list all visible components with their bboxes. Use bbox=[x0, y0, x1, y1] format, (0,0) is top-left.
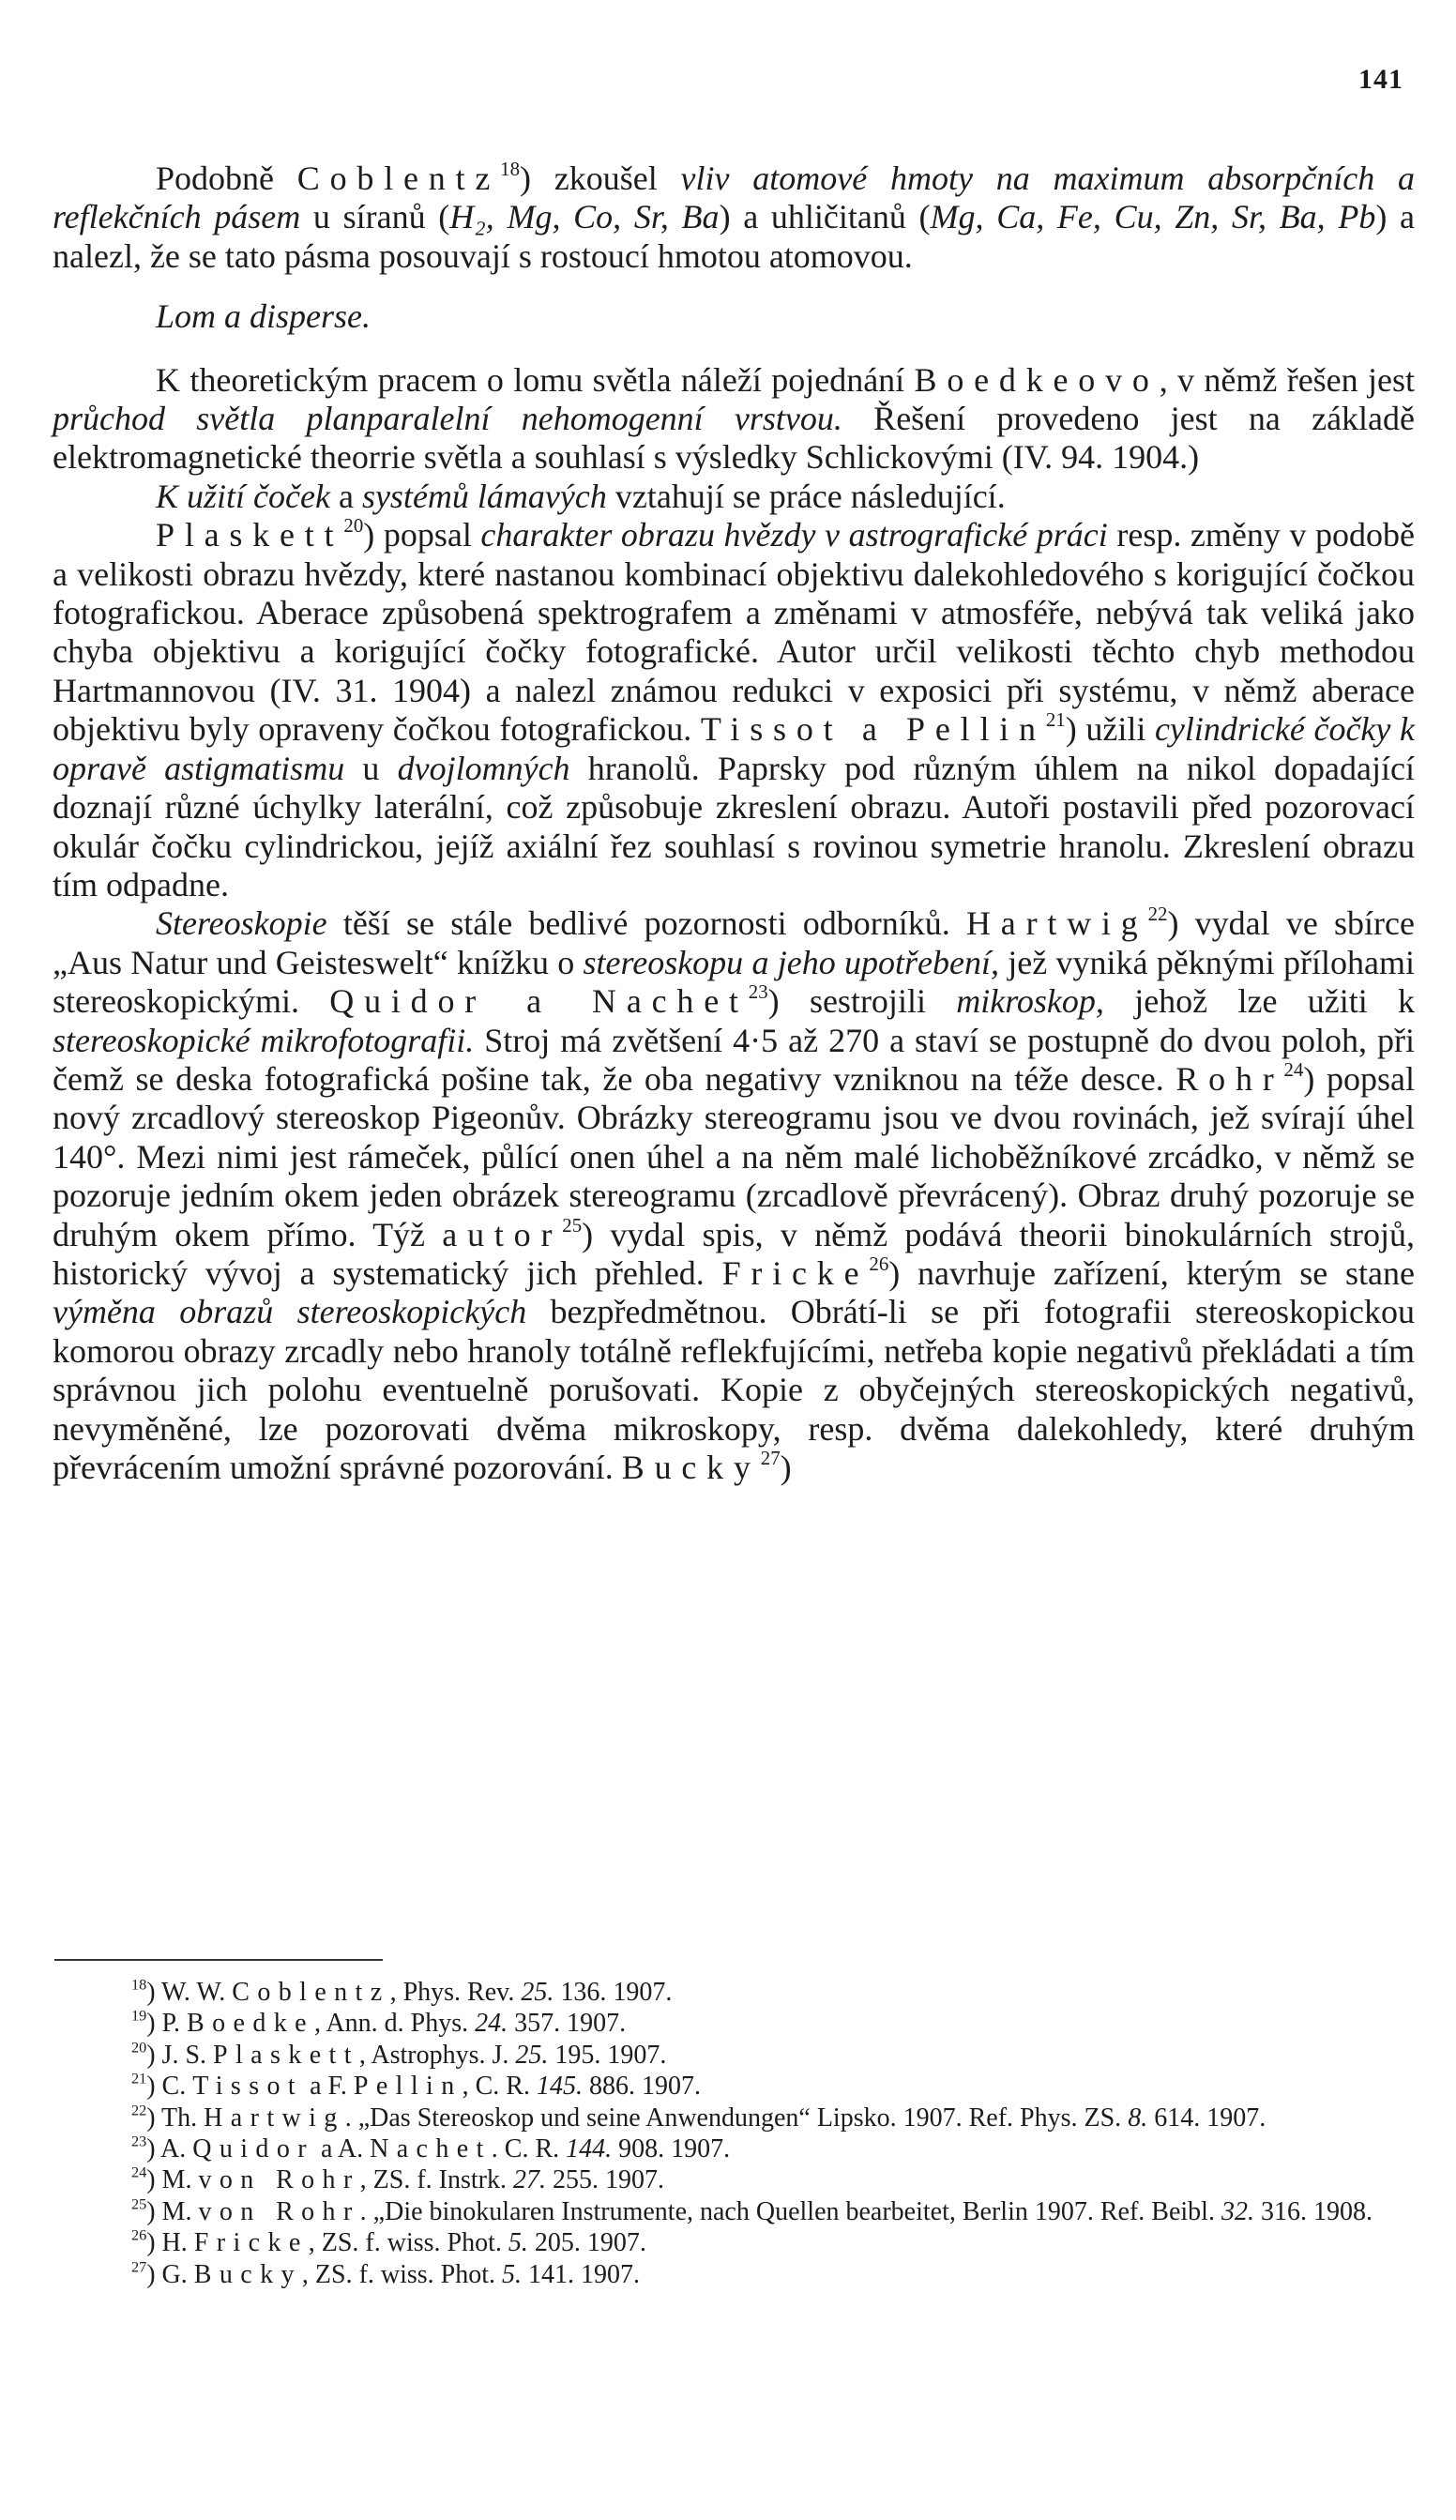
text-run: u síranů ( bbox=[300, 198, 450, 236]
text-run: , ZS. f. wiss. Phot. bbox=[308, 2228, 508, 2258]
italic-text: Stereoskopie bbox=[156, 904, 327, 943]
footnote bbox=[53, 2040, 1415, 2071]
text-run: ) popsal bbox=[363, 516, 481, 554]
footnote-number: 20 bbox=[131, 2039, 147, 2057]
text-run: ) Th. bbox=[146, 2103, 205, 2133]
author-name: Bucky bbox=[621, 1449, 761, 1486]
text-run: , Phys. Rev. bbox=[389, 1978, 522, 2007]
text-run: a F. bbox=[303, 2072, 354, 2102]
footnote-number: 19 bbox=[131, 2007, 147, 2025]
text-run: , Astrophys. J. bbox=[358, 2040, 516, 2070]
text-run: Podobně bbox=[156, 159, 297, 197]
text-run: 614. 1907. bbox=[1147, 2103, 1266, 2133]
author-name: Fricke bbox=[193, 2228, 309, 2258]
footnote bbox=[53, 2133, 1415, 2164]
footnote-number: 25 bbox=[131, 2195, 147, 2213]
footnote-number: 23 bbox=[131, 2133, 147, 2150]
author-name: Tissot bbox=[192, 2072, 304, 2102]
italic-text: stereoskopu a jeho upotřebení, bbox=[583, 943, 999, 981]
text-run: , v němž řešen jest bbox=[1159, 360, 1416, 399]
text-run: . C. R. bbox=[491, 2134, 567, 2164]
footnote-ref: 24 bbox=[1283, 1057, 1304, 1081]
text-run: 255. 1907. bbox=[546, 2165, 664, 2195]
footnote bbox=[53, 2227, 1415, 2258]
text-run: ) užili bbox=[1065, 710, 1155, 749]
paragraph-coblentz bbox=[53, 159, 1415, 276]
text-run: a bbox=[329, 477, 362, 515]
italic-text: charakter obrazu hvězdy v astrografické práci bbox=[480, 516, 1108, 554]
text-run: ) P. bbox=[146, 2009, 188, 2039]
text-run: ) navrhuje zařízení, kterým se stane bbox=[888, 1253, 1415, 1292]
text-run: jež vyniká pěknými přílohami stereoskopickými. bbox=[53, 943, 1415, 1021]
text-run: ) a nalezl, že se tato pásma posouvají s rostoucí hmotou atomovou. bbox=[53, 198, 1416, 275]
italic-text: průchod světla planparalelní nehomogenní vrstvou. bbox=[53, 400, 842, 438]
footnote bbox=[53, 2008, 1415, 2039]
footnote-ref: 21 bbox=[1045, 708, 1066, 732]
italic-text: vliv atomové hmoty na maximum absorpčních a reflekčních pásem bbox=[53, 159, 1415, 236]
paragraph-stereoskopie bbox=[53, 904, 1415, 1487]
text-run: , ZS. f. wiss. Phot. bbox=[301, 2259, 503, 2289]
text-run: ) G. bbox=[146, 2259, 194, 2289]
text-run: ) A. bbox=[146, 2134, 193, 2164]
footnote-ref: 25 bbox=[562, 1213, 583, 1237]
text-run: K theoretickým pracem o lomu světla náleží pojednání bbox=[156, 360, 915, 399]
text-run: 136. 1907. bbox=[554, 1978, 673, 2007]
footnote bbox=[53, 2196, 1415, 2227]
text-run: ) bbox=[780, 1449, 792, 1486]
section-heading: Lom a disperse. bbox=[156, 297, 372, 336]
footnote bbox=[53, 2071, 1415, 2102]
text-run: 886. 1907. bbox=[582, 2072, 701, 2102]
italic-text: výměna obrazů stereoskopických bbox=[53, 1293, 527, 1331]
footnotes bbox=[53, 1977, 1415, 2290]
text-run: , Ann. d. Phys. bbox=[313, 2009, 476, 2039]
text-run: ) vydal ve sbírce „Aus Natur und Geisteswelt“ knížku o bbox=[53, 904, 1415, 981]
italic-text: cylindrické čočky k opravě astigmatismu bbox=[53, 710, 1415, 787]
author-name: Pellin bbox=[353, 2072, 463, 2102]
volume-number: 32. bbox=[1221, 2196, 1254, 2226]
author-name: autor bbox=[442, 1215, 563, 1253]
text-run: 357. 1907. bbox=[508, 2009, 627, 2039]
footnote-divider bbox=[54, 1959, 383, 1961]
text-run: 141. 1907. bbox=[522, 2259, 641, 2289]
author-name: Fricke bbox=[721, 1253, 870, 1292]
body-text bbox=[53, 159, 1415, 1487]
paragraph-boedke bbox=[53, 361, 1415, 478]
italic-text: K užití čoček bbox=[156, 477, 330, 515]
author-name: Quidor bbox=[192, 2134, 314, 2164]
footnote-number: 26 bbox=[131, 2226, 147, 2244]
author-name: Rohr bbox=[1175, 1059, 1284, 1098]
text-run: ) H. bbox=[146, 2228, 194, 2258]
text-run: bezpředmětnou. Obrátí-li se při fotografii stereoskopickou komorou obrazy zrcadly nebo hranoly totálně reflekfujícími, netřeba kopie negativů překládati a tím správnou jich polohu eventuelně porušovati. Kopie z obyčejných stereoskopických negativů, nevyměněné, lze pozorovati dvěma mikroskopy, resp. dvěma dalekohledy, které druhým převrácením umožní správné pozorování. bbox=[53, 1293, 1415, 1486]
footnote-number: 21 bbox=[131, 2070, 147, 2087]
footnote bbox=[53, 1977, 1415, 2008]
footnote-ref: 20 bbox=[343, 514, 364, 538]
text-run: těší se stále bedlivé pozornosti odborníků. bbox=[326, 904, 966, 943]
text-run: Stroj má zvětšení 4·5 až 270 a staví se postupně do dvou poloh, při čemž se deska fotografická pošine tak, že oba negativy vzniknou na téže desce. bbox=[53, 1021, 1415, 1098]
italic-text: H₂, Mg, Co, Sr, Ba bbox=[449, 198, 720, 236]
text-run: , ZS. f. Instrk. bbox=[359, 2165, 513, 2195]
text-run: 316. 1908. bbox=[1253, 2196, 1373, 2226]
volume-number: 24. bbox=[475, 2009, 508, 2039]
text-run: u bbox=[344, 749, 398, 787]
footnote bbox=[53, 2164, 1415, 2195]
text-run: ) zkoušel bbox=[520, 159, 681, 197]
footnote-ref: 27 bbox=[760, 1446, 781, 1469]
text-run: a A. bbox=[313, 2134, 371, 2164]
text-run: hranolů. Paprsky pod různým úhlem na nikol dopadající doznají různé úchylky laterální, což způsobuje zkreslení obrazu. Autoři postavili před pozorovací okulár čočku cylindrickou, jejíž axiální řez souhlasí s rovinou symetrie hranolu. Zkreslení obrazu tím odpadne. bbox=[53, 749, 1416, 903]
text-run: ) a uhličitanů ( bbox=[719, 198, 931, 236]
volume-number: 8. bbox=[1128, 2103, 1148, 2133]
text-run: 205. 1907. bbox=[527, 2228, 646, 2258]
text-run: ) vydal spis, v němž podává theorii binokulárních strojů, historický vývoj a systematický jich přehled. bbox=[53, 1215, 1415, 1292]
page-number: 141 bbox=[1358, 64, 1403, 95]
author-name: Tissot a Pellin bbox=[700, 710, 1046, 749]
author-name: Quidor a Nachet bbox=[329, 982, 749, 1021]
author-name: Hartwig bbox=[966, 904, 1148, 943]
text-run: ) W. W. bbox=[146, 1978, 233, 2007]
author-name: von Rohr bbox=[198, 2165, 360, 2195]
italic-text: Mg, Ca, Fe, Cu, Zn, Sr, Ba, Pb bbox=[930, 198, 1376, 236]
paragraph-plaskett bbox=[53, 516, 1415, 904]
volume-number: 5. bbox=[508, 2228, 528, 2258]
text-run: , C. R. bbox=[462, 2072, 537, 2102]
text-run: 908. 1907. bbox=[612, 2134, 731, 2164]
text-run: ) M. bbox=[146, 2196, 199, 2226]
footnote bbox=[53, 2259, 1415, 2290]
text-run: jehož lze užiti k bbox=[1103, 982, 1416, 1021]
author-name: Bucky bbox=[193, 2259, 302, 2289]
footnote-number: 22 bbox=[131, 2101, 147, 2118]
author-name: Coblentz bbox=[296, 159, 501, 197]
text-run: ) M. bbox=[146, 2165, 199, 2195]
text-run: 195. 1907. bbox=[548, 2040, 667, 2070]
footnote-ref: 18 bbox=[500, 157, 521, 180]
volume-number: 27. bbox=[513, 2165, 546, 2195]
italic-text: systémů lámavých bbox=[361, 477, 607, 515]
author-name: Boedke bbox=[187, 2009, 314, 2039]
author-name: Hartwig bbox=[204, 2103, 345, 2133]
author-name: Boedkeovo bbox=[914, 360, 1160, 399]
paragraph-lenses bbox=[53, 478, 1415, 516]
text-run: ) sestrojili bbox=[767, 982, 957, 1021]
text-run: vztahují se práce následující. bbox=[606, 477, 1006, 515]
author-name: Plaskett bbox=[156, 516, 344, 554]
volume-number: 144. bbox=[566, 2134, 613, 2164]
footnote-ref: 23 bbox=[748, 980, 768, 1004]
italic-text: mikroskop, bbox=[956, 982, 1104, 1021]
text-run: resp. změny v podobě a velikosti obrazu hvězdy, které nastanou kombinací objektivu dalekohledového s korigující čočkou fotografickou. Aberace způsobená spektrografem a změnami v atmosféře, nebývá tak veliká jako chyba objektivu a korigující čočky fotografické. Autor určil velikosti těchto chyb methodou Hartmannovou (IV. 31. 1904) a nalezl známou redukci v exposici při systému, v němž aberace objektivu byly opraveny čočkou fotografickou. bbox=[53, 516, 1415, 749]
italic-text: stereoskopické mikrofotografii. bbox=[53, 1021, 475, 1059]
author-name: von Rohr bbox=[198, 2196, 360, 2226]
italic-text: dvojlomných bbox=[397, 749, 570, 787]
footnote-ref: 22 bbox=[1147, 903, 1168, 926]
footnote-number: 24 bbox=[131, 2163, 147, 2181]
author-name: Nachet bbox=[370, 2134, 492, 2164]
volume-number: 5. bbox=[502, 2259, 523, 2289]
text-run: . „Das Stereoskop und seine Anwendungen“ Lipsko. 1907. Ref. Phys. ZS. bbox=[344, 2103, 1129, 2133]
text-run: ) C. bbox=[146, 2072, 193, 2102]
text-run: Řešení provedeno jest na základě elektromagnetické theorrie světla a souhlasí s výsledky Schlickovými (IV. 94. 1904.) bbox=[53, 400, 1416, 477]
footnote bbox=[53, 2103, 1415, 2133]
volume-number: 25. bbox=[515, 2040, 549, 2070]
volume-number: 25. bbox=[521, 1978, 554, 2007]
footnote-number: 18 bbox=[131, 1976, 147, 1994]
text-run: ) J. S. bbox=[146, 2040, 214, 2070]
footnote-ref: 26 bbox=[869, 1252, 889, 1275]
text-run: . „Die binokularen Instrumente, nach Quellen bearbeitet, Berlin 1907. Ref. Beibl. bbox=[359, 2196, 1221, 2226]
text-run: ) popsal nový zrcadlový stereoskop Pigeonův. Obrázky stereogramu jsou ve dvou rovinách, jež svírají úhel 140°. Mezi nimi jest rámeček, půlící onen úhel a na něm malé lichoběžníkové zrcádko, v němž se pozoruje jedním okem jeden obrázek stereogramu (zrcadlově převrácený). Obraz druhý pozoruje se druhým okem přímo. Týž bbox=[53, 1059, 1415, 1253]
author-name: Coblentz bbox=[232, 1978, 390, 2007]
author-name: Plaskett bbox=[213, 2040, 359, 2070]
footnote-number: 27 bbox=[131, 2257, 147, 2275]
volume-number: 145. bbox=[536, 2072, 583, 2102]
